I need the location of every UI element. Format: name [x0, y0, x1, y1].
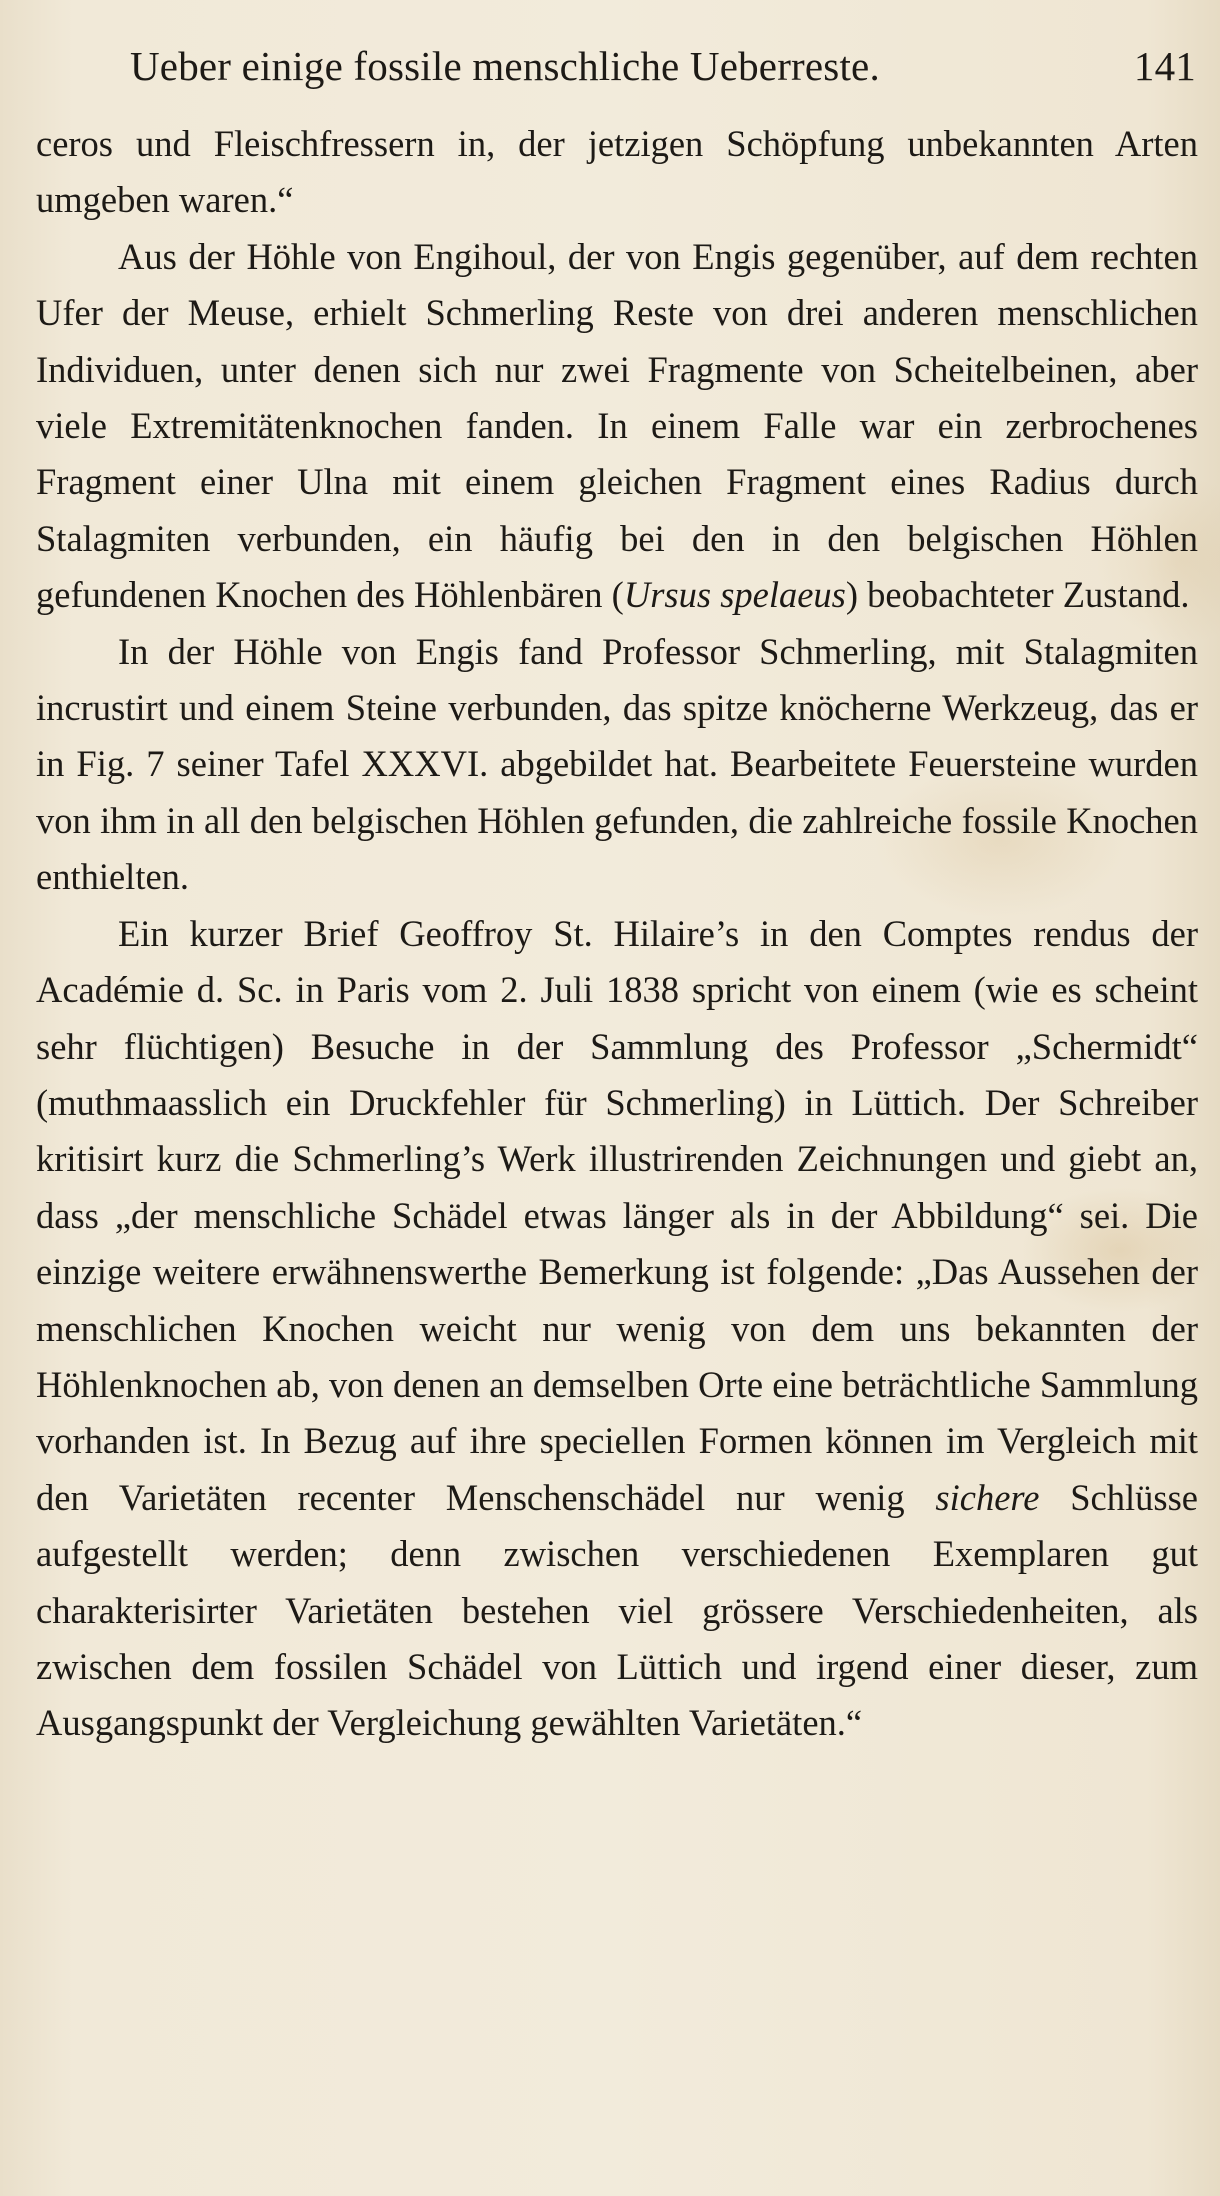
page-number: 141	[1133, 43, 1196, 89]
paragraph-3-text: In der Höhle von Engis fand Professor Schmerling, mit Stalagmiten incrustirt und einem Steine verbunden, das spitze knöcherne Werkzeug, das er in Fig. 7 seiner Tafel XXXVI. abgebildet hat. Bearbeitete Feuersteine wurden von ihm in all den belgischen Höhlen gefunden, die zahlreiche fossile Knochen enthielten.	[36, 630, 1198, 898]
running-title: Ueber einige fossile menschliche Ueberreste.	[130, 43, 880, 89]
paragraph-3	[36, 624, 1198, 906]
paragraph-1	[36, 116, 1198, 229]
paragraph-2	[36, 229, 1198, 624]
body-text	[36, 116, 1198, 1752]
paragraph-4-text-b: Schlüsse aufgestellt werden; denn zwischen verschiedenen Exemplaren gut charakterisirter Varietäten bestehen viel grössere Verschiedenheiten, als zwischen dem fossilen Schädel von Lüttich und irgend einer dieser, zum Ausgangspunkt der Vergleichung gewählten Varietäten.“	[36, 1476, 1198, 1744]
paragraph-4	[36, 906, 1198, 1752]
paragraph-2-italic-species: Ursus spelaeus	[623, 574, 846, 616]
paragraph-4-text-a: Ein kurzer Brief Geoffroy St. Hilaire’s in den Comptes rendus der Académie d. Sc. in Paris vom 2. Juli 1838 spricht von einem (wie es scheint sehr flüchtigen) Besuche in der Sammlung des Professor „Schermidt“ (muthmaasslich ein Druckfehler für Schmerling) in Lüttich. Der Schreiber kritisirt kurz die Schmerling’s Werk illustrirenden Zeichnungen und giebt an, dass „der menschliche Schädel etwas länger als in der Abbildung“ sei. Die einzige weitere erwähnenswerthe Bemerkung ist folgende: „Das Aussehen der menschlichen Knochen weicht nur wenig von dem uns bekannten der Höhlenknochen ab, von denen an demselben Orte eine beträchtliche Sammlung vorhanden ist. In Bezug auf ihre speciellen Formen können im Vergleich mit den Varietäten recenter Menschenschädel nur wenig	[36, 912, 1198, 1518]
paragraph-2-text-a: Aus der Höhle von Engihoul, der von Engis gegenüber, auf dem rechten Ufer der Meuse, erhielt Schmerling Reste von drei anderen menschlichen Individuen, unter denen sich nur zwei Fragmente von Scheitelbeinen, aber viele Extremitätenknochen fanden. In einem Falle war ein zerbrochenes Fragment einer Ulna mit einem gleichen Fragment eines Radius durch Stalagmiten verbunden, ein häufig bei den in den belgischen Höhlen gefundenen Knochen des Höhlenbären (	[36, 235, 1198, 616]
paragraph-1-text: ceros und Fleischfressern in, der jetzigen Schöpfung unbekannten Arten umgeben waren.“	[36, 123, 1198, 221]
running-header	[130, 42, 1196, 102]
paragraph-4-italic-word: sichere	[935, 1476, 1040, 1518]
paragraph-2-text-b: ) beobachteter Zustand.	[845, 574, 1190, 616]
